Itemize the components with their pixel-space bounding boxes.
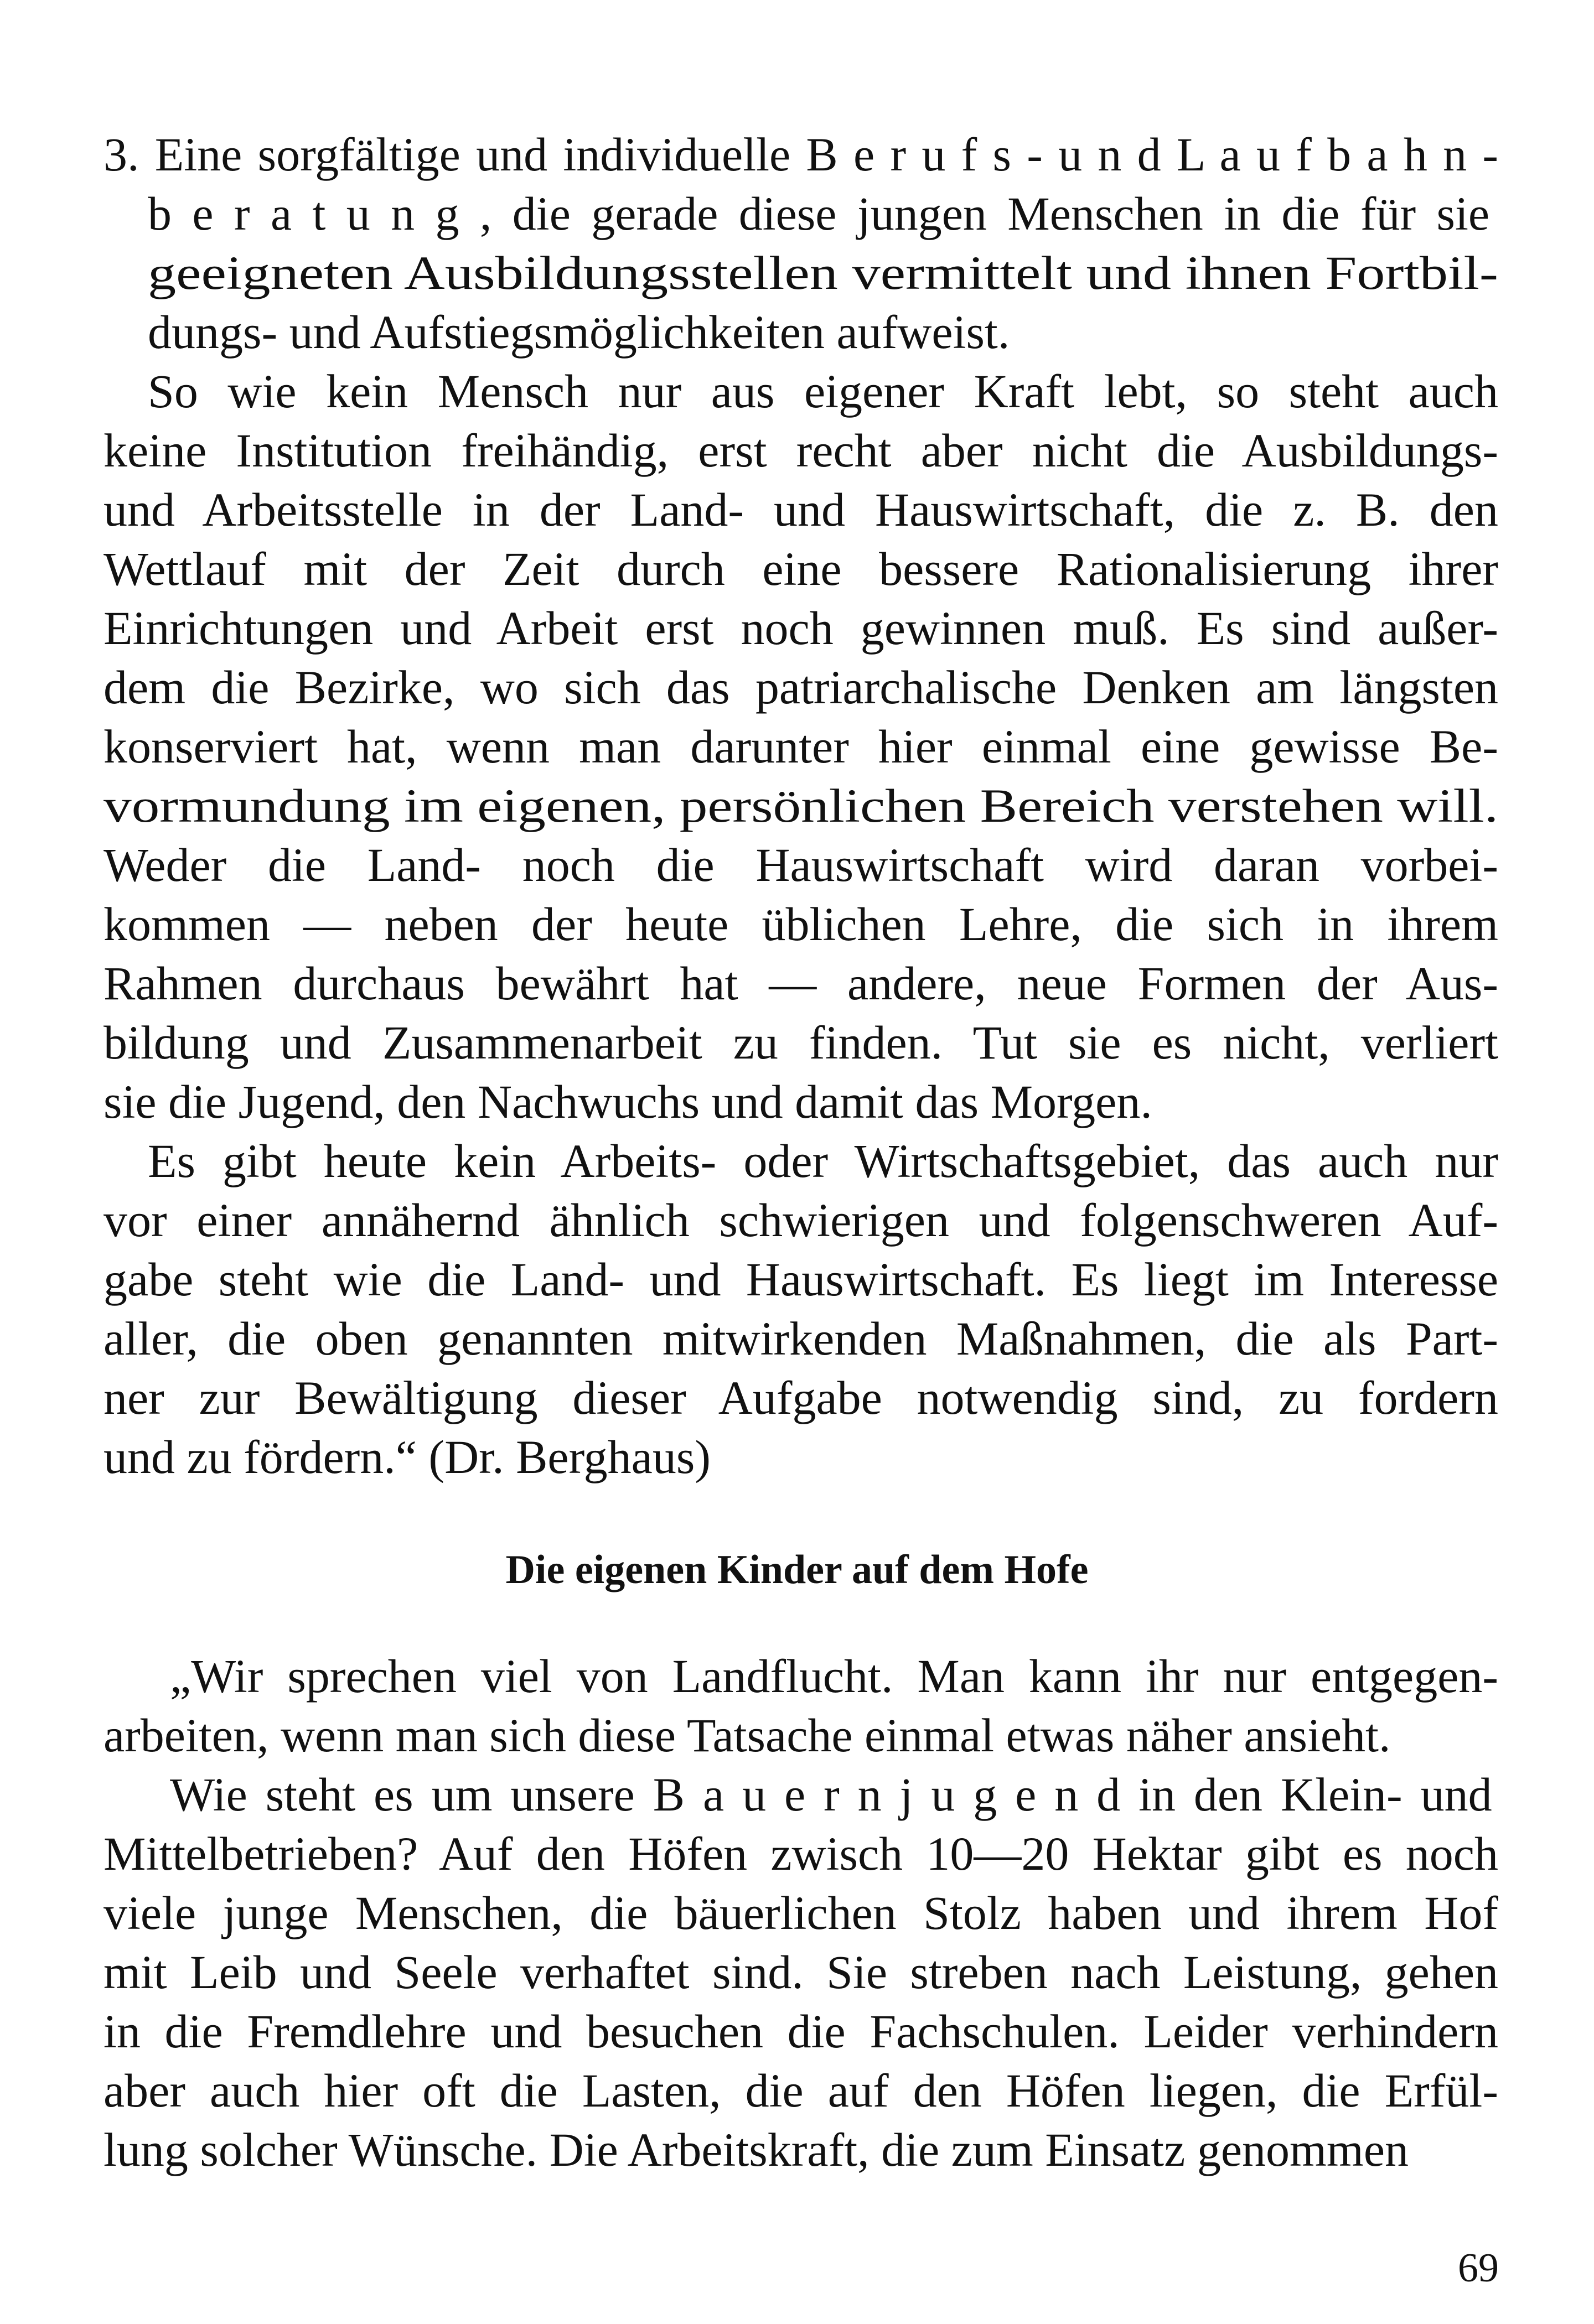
text-line: bildung und Zusammenarbeit zu finden. Tut sie es nicht, verliert (103, 1016, 1499, 1069)
text-line: mit Leib und Seele verhaftet sind. Sie streben nach Leistung, gehen (103, 1946, 1499, 1999)
text-line: lung solcher Wünsche. Die Arbeitskraft, die zum Einsatz genommen (103, 2123, 1409, 2176)
text-line: ner zur Bewältigung dieser Aufgabe notwendig sind, zu fordern (103, 1371, 1498, 1424)
page-number: 69 (1458, 2245, 1499, 2291)
text-line: „Wir sprechen viel von Landflucht. Man kann ihr nur entgegen- (170, 1649, 1499, 1703)
text-line: 3. Eine sorgfältige und individuelle B e r u f s - u n d L a u f b a h n - (103, 128, 1498, 181)
section-heading: Die eigenen Kinder auf dem Hofe (505, 1547, 1089, 1592)
text-line: Einrichtungen und Arbeit erst noch gewinnen muß. Es sind außer- (103, 601, 1499, 655)
text-line: Wie steht es um unsere B a u e r n j u g e n d in den Klein- und (170, 1768, 1492, 1821)
text-line: b e r a t u n g , die gerade diese jungen Menschen in die für sie (148, 187, 1490, 240)
text-line: Mittelbetrieben? Auf den Höfen zwisch 10—20 Hektar gibt es noch (103, 1827, 1498, 1880)
text-line: gabe steht wie die Land- und Hauswirtschaft. Es liegt im Interesse (103, 1253, 1499, 1306)
text-line: Es gibt heute kein Arbeits- oder Wirtschaftsgebiet, das auch nur (148, 1134, 1498, 1187)
text-line: sie die Jugend, den Nachwuchs und damit das Morgen. (103, 1075, 1152, 1128)
text-line: und Arbeitsstelle in der Land- und Hauswirtschaft, die z. B. den (103, 483, 1498, 536)
text-line: geeigneten Ausbildungsstellen vermittelt und ihnen Fortbil- (148, 246, 1498, 299)
text-line: arbeiten, wenn man sich diese Tatsache einmal etwas näher ansieht. (103, 1709, 1391, 1762)
text-line: Rahmen durchaus bewährt hat — andere, neue Formen der Aus- (103, 957, 1499, 1010)
text-line: Weder die Land- noch die Hauswirtschaft wird daran vorbei- (103, 838, 1499, 891)
text-line: aller, die oben genannten mitwirkenden Maßnahmen, die als Part- (103, 1312, 1498, 1365)
text-line: keine Institution freihändig, erst recht aber nicht die Ausbildungs- (103, 424, 1499, 477)
text-line: in die Fremdlehre und besuchen die Fachschulen. Leider verhindern (103, 2005, 1498, 2058)
text-line: vormundung im eigenen, persönlichen Bereich verstehen will. (103, 779, 1499, 832)
text-line: dem die Bezirke, wo sich das patriarchalische Denken am längsten (103, 661, 1499, 714)
text-line: konserviert hat, wenn man darunter hier einmal eine gewisse Be- (103, 720, 1498, 773)
text-line: dungs- und Aufstiegsmöglichkeiten aufweist. (148, 305, 1010, 359)
text-line: kommen — neben der heute üblichen Lehre, die sich in ihrem (103, 898, 1498, 951)
text-line: und zu fördern.“ (Dr. Berghaus) (103, 1430, 711, 1483)
text-line: viele junge Menschen, die bäuerlichen Stolz haben und ihrem Hof (103, 1886, 1499, 1939)
text-line: So wie kein Mensch nur aus eigener Kraft lebt, so steht auch (148, 365, 1498, 418)
text-line: Wettlauf mit der Zeit durch eine bessere Rationalisierung ihrer (103, 542, 1499, 595)
text-line: aber auch hier oft die Lasten, die auf den Höfen liegen, die Erfül- (103, 2064, 1498, 2117)
text-line: vor einer annähernd ähnlich schwierigen und folgenschweren Auf- (103, 1194, 1498, 1247)
